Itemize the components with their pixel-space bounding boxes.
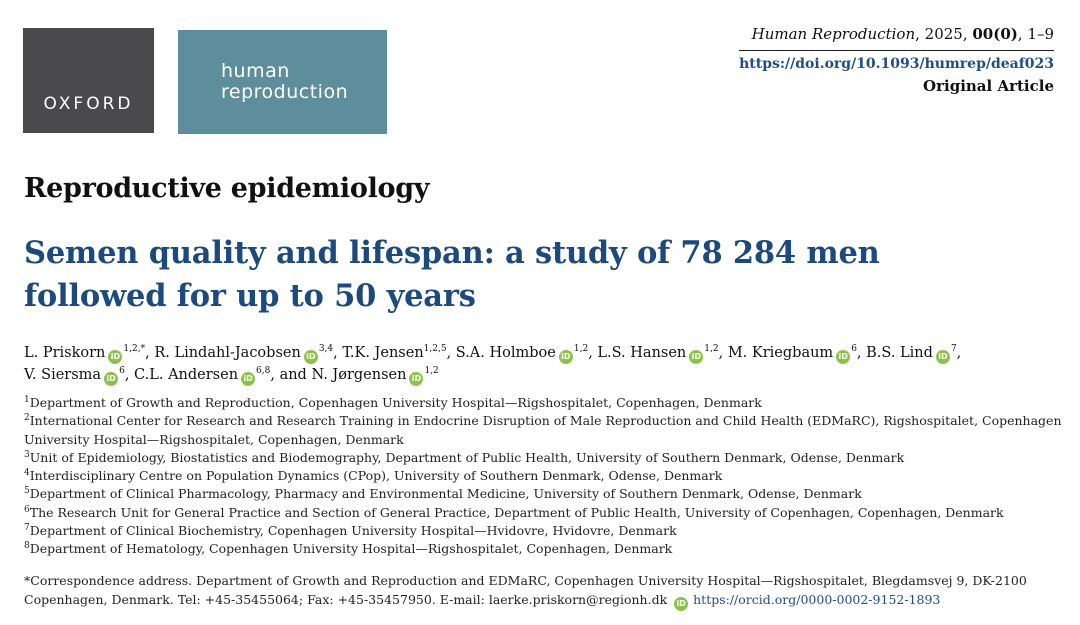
- author-name[interactable]: L. Priskorn: [24, 345, 106, 361]
- author-separator: ,: [956, 345, 962, 361]
- affiliation-number: 4: [24, 468, 30, 479]
- affiliation-text: Department of Clinical Biochemistry, Copenhagen University Hospital—Hvidovre, Hvidovre, Denmark: [29, 523, 677, 539]
- author-name[interactable]: T.K. Jensen: [342, 345, 424, 361]
- author-separator: ,: [856, 345, 867, 361]
- correspondence-line-1: *Correspondence address. Department of Growth and Reproduction and EDMaRC, Copenhagen University Hospital—Rigshospitalet, Blegdamsvej 9, DK-2100: [24, 573, 1027, 588]
- affiliation-item: [24, 467, 1059, 485]
- author-name[interactable]: V. Siersma: [24, 367, 102, 383]
- author-name[interactable]: M. Kriegbaum: [727, 345, 834, 361]
- author-affiliation-marks: 6,8: [256, 366, 271, 377]
- title-line-1: Semen quality and lifespan: a study of 78 284 men: [24, 235, 880, 271]
- author-affiliation-marks: 7: [950, 344, 957, 355]
- journal-logo-line2: reproduction: [221, 81, 349, 103]
- author-separator: ,: [446, 345, 456, 361]
- journal-logo: [178, 30, 387, 134]
- affiliation-continuation: University Hospital—Rigshospitalet, Copenhagen, Denmark: [24, 431, 404, 447]
- affiliation-text: Interdisciplinary Centre on Population Dynamics (CPop), University of Southern Denmark, Odense, Denmark: [29, 468, 723, 484]
- orcid-icon[interactable]: iD: [559, 350, 573, 364]
- article-type: Original Article: [923, 77, 1054, 95]
- author-separator: ,: [718, 345, 728, 361]
- section-heading: Reproductive epidemiology: [24, 173, 430, 204]
- author-affiliation-marks: 1,2: [573, 344, 589, 355]
- author-separator: ,: [588, 345, 598, 361]
- author-affiliation-marks: 3,4: [318, 344, 334, 355]
- affiliation-item: [24, 394, 1059, 412]
- author-affiliation-marks: 6: [119, 366, 125, 377]
- author-separator: ,: [145, 345, 155, 361]
- author-separator: ,: [124, 367, 135, 383]
- doi-link[interactable]: https://doi.org/10.1093/humrep/deaf023: [739, 56, 1054, 72]
- citation-line: [739, 23, 1054, 51]
- author-affiliation-marks: 1,2: [704, 344, 719, 355]
- affiliation-number: 8: [24, 541, 30, 552]
- affiliation-number: 6: [24, 504, 30, 515]
- affiliation-text: Unit of Epidemiology, Biostatistics and Biodemography, Department of Public Health, University of Southern Denmark, Odense, Denmark: [29, 449, 905, 465]
- orcid-icon[interactable]: iD: [409, 372, 423, 386]
- affiliation-number: 5: [24, 486, 30, 497]
- affiliation-item: [24, 412, 1062, 430]
- journal-logo-line1: human: [221, 60, 290, 82]
- author-name[interactable]: N. Jørgensen: [311, 367, 407, 383]
- author-affiliation-marks: 1,2,*: [123, 344, 146, 355]
- author-separator: , and: [270, 367, 312, 383]
- author-name[interactable]: S.A. Holmboe: [455, 345, 556, 361]
- affiliation-list: [24, 394, 1062, 559]
- affiliation-item: [24, 522, 1059, 540]
- citation-pages: , 1–9: [1017, 25, 1054, 43]
- affiliation-number: 2: [24, 413, 30, 424]
- title-line-2: followed for up to 50 years: [24, 278, 476, 314]
- journal-name: Human Reproduction: [751, 25, 916, 43]
- affiliation-text: The Research Unit for General Practice and Section of General Practice, Department of Public Health, University of Copenhagen, Copenhagen, Denmark: [29, 504, 1004, 520]
- article-title: [24, 232, 1054, 318]
- affiliation-text: Department of Hematology, Copenhagen University Hospital—Rigshospitalet, Copenhagen, Denmark: [29, 541, 673, 557]
- orcid-icon: iD: [674, 597, 688, 611]
- author-affiliation-marks: 6: [851, 344, 857, 355]
- correspondence-line-2: [24, 591, 1059, 611]
- orcid-link[interactable]: https://orcid.org/0000-0002-9152-1893: [693, 591, 941, 607]
- author-affiliation-marks: 1,2,5: [423, 344, 447, 355]
- affiliation-number: 1: [24, 394, 30, 405]
- journal-info: [739, 23, 1054, 97]
- orcid-icon[interactable]: iD: [836, 350, 850, 364]
- author-list: [24, 342, 1064, 386]
- author-separator: ,: [333, 345, 343, 361]
- orcid-icon[interactable]: iD: [689, 350, 703, 364]
- author-name[interactable]: R. Lindahl-Jacobsen: [154, 345, 301, 361]
- orcid-icon[interactable]: iD: [108, 350, 122, 364]
- orcid-icon[interactable]: iD: [241, 372, 255, 386]
- affiliation-text: International Center for Research and Research Training in Endocrine Disruption of Male Reproduction and Child Health (EDMaRC), Rigshospitalet, Copenhagen: [29, 413, 1062, 429]
- citation-year: , 2025,: [915, 25, 973, 43]
- author-affiliation-marks: 1,2: [424, 366, 439, 377]
- author-name[interactable]: C.L. Andersen: [134, 367, 239, 383]
- affiliation-text: Department of Growth and Reproduction, Copenhagen University Hospital—Rigshospitalet, Copenhagen, Denmark: [29, 395, 762, 410]
- affiliation-number: 7: [24, 522, 30, 533]
- author-line-2: [24, 364, 1064, 386]
- correspondence-contact: Copenhagen, Denmark. Tel: +45-35455064; Fax: +45-35457950. E-mail: laerke.priskorn@regionh.dk: [24, 591, 668, 607]
- affiliation-number: 3: [24, 449, 30, 460]
- affiliation-item: [24, 485, 1059, 503]
- orcid-icon[interactable]: iD: [304, 350, 318, 364]
- oxford-logo: [23, 28, 154, 133]
- orcid-icon[interactable]: iD: [936, 350, 950, 364]
- author-name[interactable]: L.S. Hansen: [597, 345, 687, 361]
- author-name[interactable]: B.S. Lind: [866, 345, 933, 361]
- affiliation-text: Department of Clinical Pharmacology, Pharmacy and Environmental Medicine, University of Southern Denmark, Odense, Denmark: [29, 486, 862, 502]
- author-line-1: [24, 342, 1064, 364]
- affiliation-item: [24, 449, 1059, 467]
- correspondence: [24, 572, 1059, 611]
- oxford-logo-text: OXFORD: [43, 94, 134, 114]
- affiliation-item: [24, 540, 1059, 558]
- orcid-icon[interactable]: iD: [104, 372, 118, 386]
- citation-volume: 00(0): [972, 25, 1018, 43]
- affiliation-item: [24, 504, 1059, 522]
